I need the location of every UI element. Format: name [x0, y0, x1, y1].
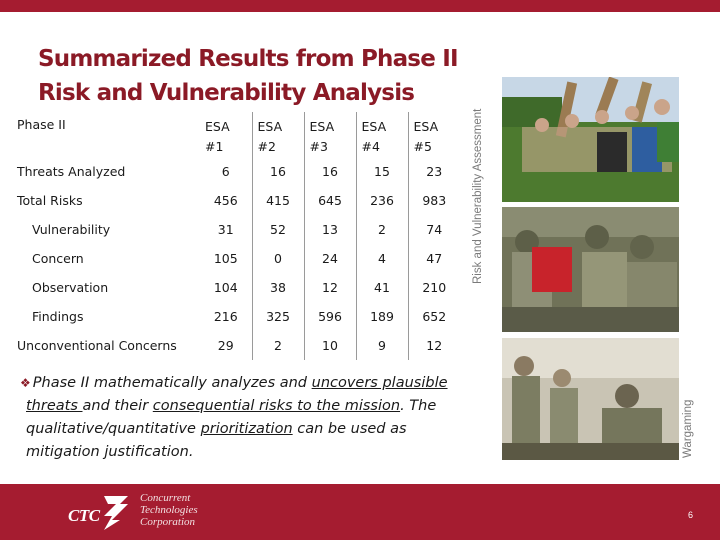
title-line-2: Risk and Vulnerability Analysis: [38, 80, 415, 106]
table-cell: 983: [408, 186, 460, 215]
table-cell: 29: [217, 338, 234, 353]
wargaming-soldiers-photo: [502, 338, 679, 460]
table-cell: 52: [252, 215, 304, 244]
page-number: 6: [688, 510, 694, 520]
table-cell: 645: [304, 186, 356, 215]
table-cell: 652: [408, 302, 460, 331]
table-cell: 210: [408, 273, 460, 302]
row-label: Unconventional Concerns: [17, 338, 177, 353]
table-corner-label: Phase II: [17, 117, 66, 132]
table-header-row: [13, 112, 460, 157]
protest-crowd-photo: [502, 77, 679, 202]
table-cell: 47: [408, 244, 460, 273]
row-label: Findings: [32, 309, 84, 324]
table-cell: 12: [304, 273, 356, 302]
table-cell: 104: [213, 280, 238, 295]
row-label: Total Risks: [17, 193, 83, 208]
protest-crowd-illustration: [502, 77, 679, 202]
table-cell: 9: [356, 331, 408, 360]
table-cell: 13: [304, 215, 356, 244]
table-cell: 6: [221, 164, 230, 179]
column-header-esa1: ESA #1: [205, 119, 230, 154]
column-header-esa4: ESA #4: [356, 112, 408, 157]
logo-abbreviation: CTC: [68, 506, 100, 525]
table-cell: 216: [213, 309, 238, 324]
table-cell: 236: [356, 186, 408, 215]
results-table: [13, 112, 460, 360]
table-cell: 16: [252, 157, 304, 186]
table-cell: 0: [252, 244, 304, 273]
table-cell: 189: [356, 302, 408, 331]
table-cell: 456: [213, 193, 238, 208]
ctc-swoosh-icon: [98, 492, 138, 532]
risk-vulnerability-side-label: Risk and Vulnerability Assessment: [472, 108, 484, 284]
table-cell: 2: [252, 331, 304, 360]
row-label: Vulnerability: [32, 222, 111, 237]
column-header-esa2: ESA #2: [252, 112, 304, 157]
table-cell: 105: [213, 251, 238, 266]
table-cell: 31: [217, 222, 234, 237]
diamond-bullet-icon: ❖: [20, 376, 31, 390]
table-cell: 41: [356, 273, 408, 302]
table-row: [13, 302, 460, 331]
table-row: [13, 215, 460, 244]
table-row: [13, 273, 460, 302]
row-label: Concern: [32, 251, 84, 266]
slide-title: [38, 42, 478, 110]
table-cell: 23: [408, 157, 460, 186]
company-logo: [64, 492, 244, 532]
soldiers-detainee-photo: [502, 207, 679, 332]
logo-company-name: Concurrent Technologies Corporation: [140, 492, 198, 528]
wargaming-soldiers-illustration: [502, 338, 679, 460]
table-cell: 10: [304, 331, 356, 360]
wargaming-side-label: Wargaming: [682, 399, 694, 458]
bullet-line-2: threats and their consequential risks to the mission. The: [26, 398, 437, 414]
column-header-esa5: ESA #5: [408, 112, 460, 157]
table-row: [13, 244, 460, 273]
table-row: [13, 186, 460, 215]
summary-bullet: [20, 372, 498, 464]
table-cell: 325: [252, 302, 304, 331]
table-cell: 415: [252, 186, 304, 215]
table-cell: 16: [304, 157, 356, 186]
title-line-1: Summarized Results from Phase II: [38, 46, 458, 72]
top-accent-bar: [0, 0, 720, 12]
row-label: Observation: [32, 280, 109, 295]
table-cell: 4: [356, 244, 408, 273]
table-cell: 38: [252, 273, 304, 302]
table-cell: 74: [408, 215, 460, 244]
row-label: Threats Analyzed: [17, 164, 126, 179]
table-cell: 24: [304, 244, 356, 273]
soldiers-detainee-illustration: [502, 207, 679, 332]
table-row: [13, 157, 460, 186]
bullet-line-4: mitigation justification.: [26, 444, 194, 460]
table-cell: 596: [304, 302, 356, 331]
bullet-line-3: qualitative/quantitative prioritization can be used as: [26, 421, 407, 437]
table-cell: 15: [356, 157, 408, 186]
table-cell: 2: [356, 215, 408, 244]
column-header-esa3: ESA #3: [304, 112, 356, 157]
table-cell: 12: [408, 331, 460, 360]
bullet-line-1: ❖ Phase II mathematically analyzes and uncovers plausible: [20, 375, 448, 391]
table-row: [13, 331, 460, 360]
